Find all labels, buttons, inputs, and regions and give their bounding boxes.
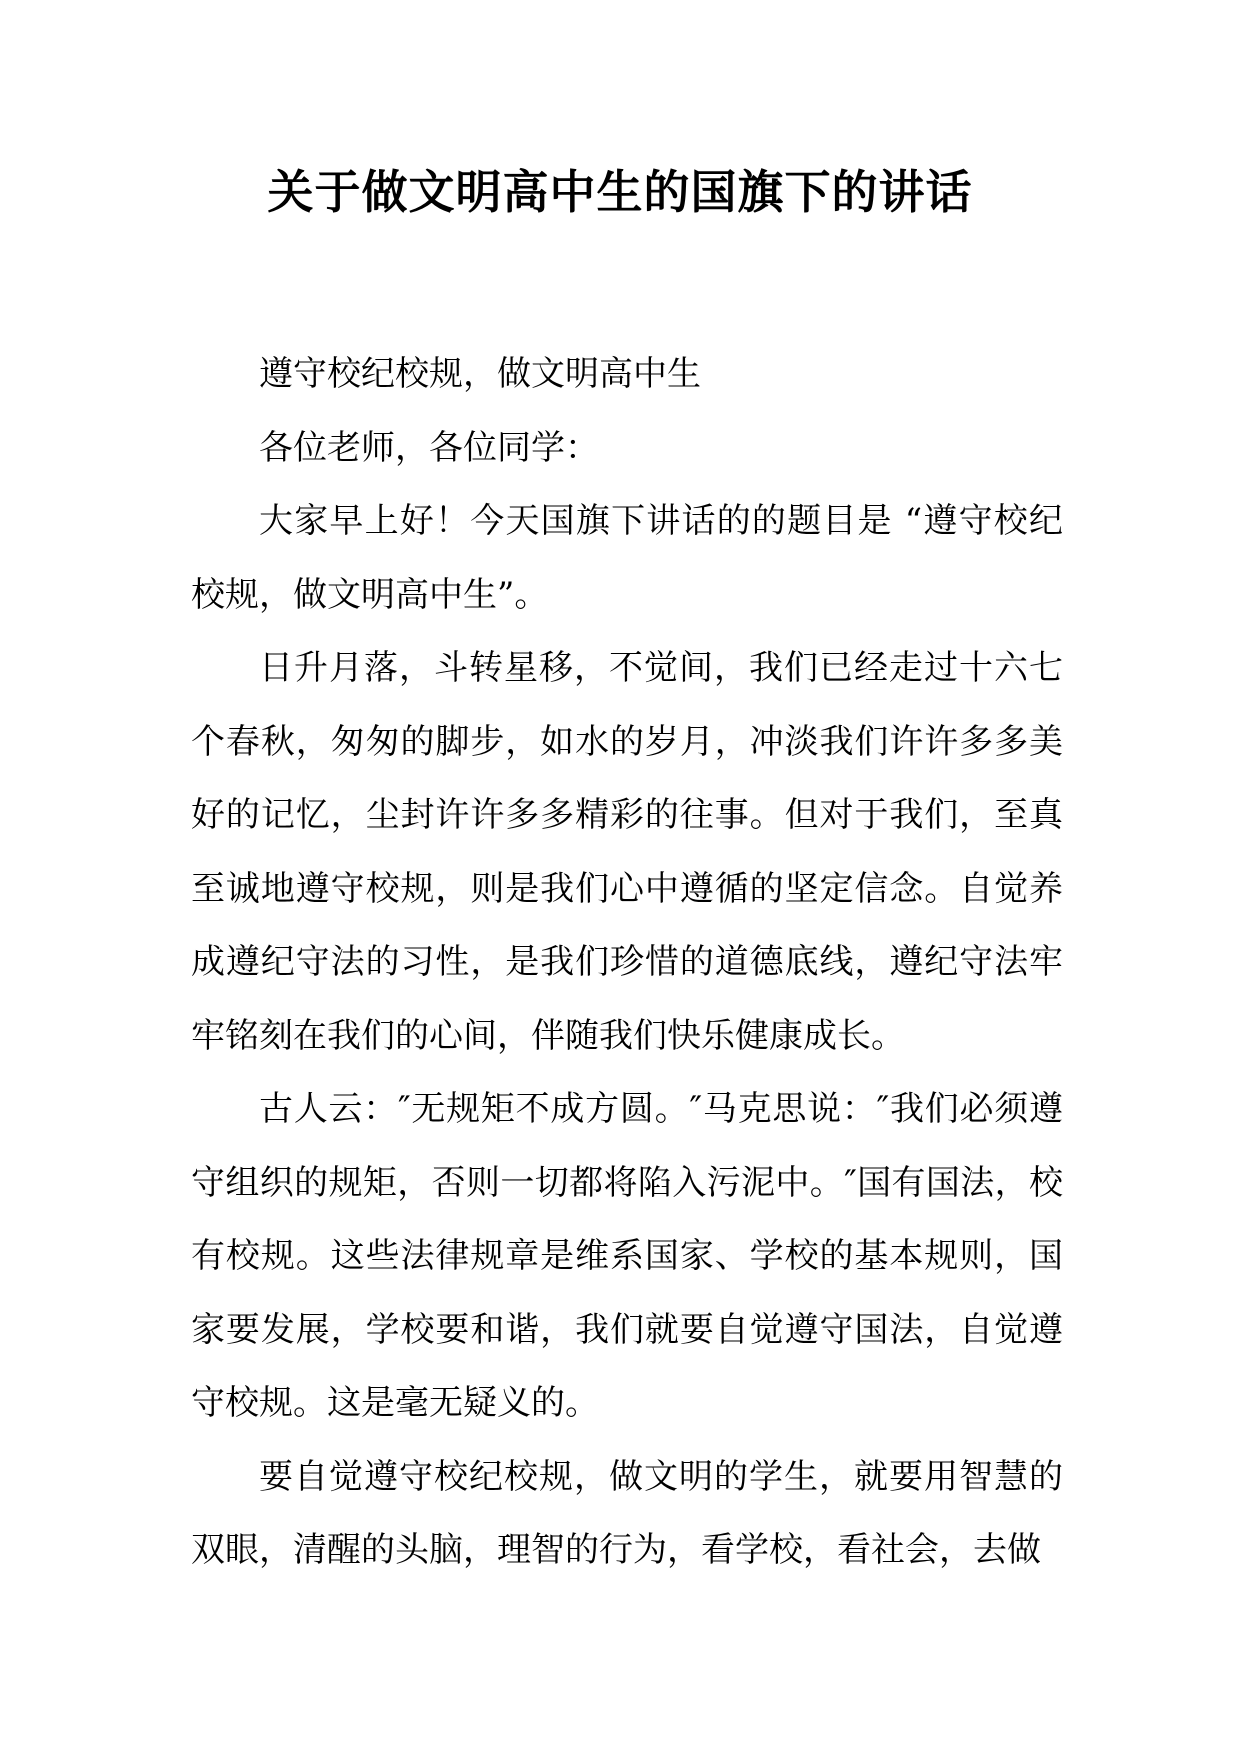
paragraph-body: 要自觉遵守校纪校规，做文明的学生，就要用智慧的双眼，清醒的头脑，理智的行为，看学校，看社会，去做 bbox=[191, 1456, 1063, 1570]
paragraph-subtitle: 遵守校纪校规，做文明高中生 bbox=[259, 354, 701, 394]
document-title: 关于做文明高中生的国旗下的讲话 bbox=[267, 165, 973, 219]
paragraph-body: 古人云：″无规矩不成方圆。″马克思说：″我们必须遵守组织的规矩，否则一切都将陷入污泥中。″国有国法，校有校规。这些法律规章是维系国家、学校的基本规则，国家要发展，学校要和谐，我们就要自觉遵守国法，自觉遵守校规。这是毫无疑义的。 bbox=[191, 1089, 1063, 1423]
document-body bbox=[191, 338, 1063, 1588]
paragraph-salutation: 各位老师，各位同学： bbox=[259, 427, 599, 468]
paragraph-greeting: 大家早上好！今天国旗下讲话的的题目是 “遵守校纪校规，做文明高中生”。 bbox=[191, 501, 1063, 615]
paragraph-body: 日升月落，斗转星移，不觉间，我们已经走过十六七个春秋，匆匆的脚步，如水的岁月，冲淡我们许许多多美好的记忆，尘封许许多多精彩的往事。但对于我们，至真至诚地遵守校规，则是我们心中遵循的坚定信念。自觉养成遵纪守法的习性，是我们珍惜的道德底线，遵纪守法牢牢铭刻在我们的心间，伴随我们快乐健康成长。 bbox=[191, 648, 1063, 1056]
